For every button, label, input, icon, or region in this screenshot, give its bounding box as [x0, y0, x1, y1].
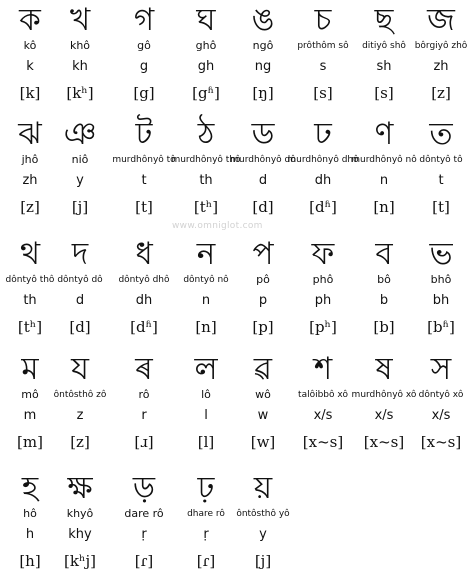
letter-cell — [176, 2, 236, 106]
letter-glyph: শ — [313, 351, 333, 387]
letter-transliteration: d — [258, 173, 268, 188]
letter-glyph: দ — [71, 236, 89, 272]
letter-name: ngô — [252, 39, 274, 52]
letter-cell — [50, 351, 110, 455]
letter-transliteration: dh — [314, 173, 332, 188]
letter-glyph: ড — [251, 116, 275, 152]
letter-cell — [351, 351, 417, 455]
letter-cell — [354, 236, 414, 340]
letter-cell — [114, 2, 174, 106]
letter-transliteration: ṛ — [141, 527, 147, 542]
letter-cell — [50, 236, 110, 340]
letter-name: pô — [256, 273, 270, 286]
letter-transliteration: y — [259, 527, 267, 542]
letter-cell — [411, 2, 471, 106]
letter-glyph: ধ — [135, 236, 153, 272]
letter-cell — [287, 116, 359, 220]
letter-cell — [171, 116, 241, 220]
letter-glyph: জ — [427, 2, 455, 38]
letter-transliteration: b — [379, 293, 389, 308]
letter-cell — [354, 2, 414, 106]
letter-transliteration: n — [379, 173, 389, 188]
letter-glyph: ক্ষ — [67, 470, 93, 506]
letter-name: bhô — [430, 273, 452, 286]
letter-name: lô — [201, 388, 211, 401]
letter-ipa: [dʱ] — [309, 198, 337, 216]
letter-transliteration: h — [25, 527, 35, 542]
letter-ipa: [j] — [71, 198, 89, 216]
letter-transliteration: th — [199, 173, 213, 188]
letter-transliteration: x/s — [374, 408, 394, 423]
letter-glyph: ঢ় — [197, 470, 215, 506]
letter-glyph: ঢ — [314, 116, 332, 152]
letter-ipa: [j] — [254, 552, 272, 570]
letter-ipa: [z] — [20, 198, 40, 216]
letter-cell — [114, 470, 174, 574]
letter-ipa: [g] — [133, 84, 155, 102]
letter-glyph: গ — [133, 2, 155, 38]
letter-cell — [293, 351, 353, 455]
letter-transliteration: d — [75, 293, 85, 308]
letter-transliteration: z — [76, 408, 84, 423]
letter-glyph: ষ — [375, 351, 393, 387]
letter-ipa: [l] — [197, 433, 215, 451]
letter-cell — [50, 2, 110, 106]
letter-transliteration: m — [23, 408, 37, 423]
letter-cell — [176, 351, 236, 455]
letter-glyph: ব — [375, 236, 393, 272]
letter-name: khyô — [66, 507, 94, 520]
letter-name: jhô — [21, 153, 39, 166]
letter-transliteration: n — [201, 293, 211, 308]
letter-transliteration: y — [76, 173, 84, 188]
letter-name: dare rô — [124, 507, 164, 520]
letter-name: niô — [71, 153, 89, 166]
letter-glyph: প — [252, 236, 274, 272]
letter-glyph: চ — [314, 2, 332, 38]
letter-name: prôthôm sô — [297, 41, 349, 51]
letter-transliteration: w — [257, 408, 269, 423]
letter-cell — [293, 236, 353, 340]
watermark: www.omniglot.com — [172, 221, 263, 231]
letter-name: dôntyô xô — [418, 390, 464, 400]
letter-glyph: ত — [429, 116, 453, 152]
letter-cell — [233, 470, 293, 574]
letter-ipa: [d] — [69, 318, 91, 336]
letter-ipa: [t] — [432, 198, 450, 216]
letter-transliteration: t — [438, 173, 444, 188]
letter-transliteration: zh — [433, 59, 449, 74]
letter-name: dôntyô tô — [419, 155, 463, 165]
letter-glyph: ঝ — [18, 116, 42, 152]
letter-ipa: [z] — [431, 84, 451, 102]
letter-ipa: [k] — [19, 84, 41, 102]
letter-glyph: স — [430, 351, 452, 387]
letter-transliteration: kh — [72, 59, 88, 74]
letter-name: gô — [137, 39, 151, 52]
letter-ipa: [p] — [252, 318, 274, 336]
letter-name: murdhônyô nô — [351, 155, 417, 165]
letter-name: bô — [377, 273, 391, 286]
letter-glyph: ছ — [374, 2, 394, 38]
letter-ipa: [dʱ] — [130, 318, 158, 336]
letter-ipa: [tʰ] — [193, 198, 219, 216]
letter-name: mô — [21, 388, 39, 401]
letter-ipa: [bʱ] — [427, 318, 455, 336]
letter-ipa: [b] — [373, 318, 395, 336]
letter-name: hô — [23, 507, 37, 520]
letter-ipa: [w] — [250, 433, 276, 451]
letter-name: ôntôsthô yô — [236, 509, 290, 519]
letter-transliteration: ph — [314, 293, 332, 308]
letter-transliteration: s — [319, 59, 327, 74]
letter-ipa: [kʰj] — [64, 552, 96, 570]
letter-name: murdhônyô tô — [112, 155, 176, 165]
letter-name: ditiyô shô — [362, 41, 406, 51]
letter-glyph: ৰ — [135, 351, 153, 387]
letter-glyph: ল — [194, 351, 218, 387]
letter-glyph: ম — [21, 351, 39, 387]
letter-transliteration: th — [23, 293, 37, 308]
letter-cell — [233, 2, 293, 106]
letter-ipa: [pʰ] — [309, 318, 337, 336]
letter-name: rô — [138, 388, 150, 401]
letter-transliteration: sh — [376, 59, 392, 74]
letter-transliteration: x/s — [431, 408, 451, 423]
letter-transliteration: dh — [135, 293, 153, 308]
letter-ipa: [n] — [195, 318, 217, 336]
letter-cell — [50, 116, 110, 220]
letter-ipa: [t] — [135, 198, 153, 216]
letter-glyph: ঘ — [196, 2, 216, 38]
letter-ipa: [tʰ] — [17, 318, 43, 336]
letter-glyph: খ — [69, 2, 91, 38]
letter-name: murdhônyô dô — [230, 155, 296, 165]
letter-name: dôntyô thô — [5, 275, 55, 285]
letter-glyph: য — [71, 351, 89, 387]
letter-transliteration: gh — [197, 59, 215, 74]
letter-ipa: [x~s] — [302, 433, 344, 451]
letter-ipa: [s] — [374, 84, 394, 102]
letter-ipa: [z] — [70, 433, 90, 451]
letter-glyph: হ — [21, 470, 39, 506]
letter-transliteration: ng — [254, 59, 272, 74]
letter-ipa: [h] — [19, 552, 41, 570]
letter-cell — [411, 351, 471, 455]
letter-name: talôibbô xô — [298, 390, 348, 400]
letter-transliteration: bh — [432, 293, 450, 308]
letter-cell — [233, 351, 293, 455]
letter-name: murdhônyô dhô — [287, 155, 359, 165]
letter-cell — [176, 236, 236, 340]
letter-ipa: [kʰ] — [66, 84, 94, 102]
letter-glyph: থ — [19, 236, 41, 272]
letter-transliteration: r — [141, 408, 147, 423]
letter-name: dhare rô — [187, 509, 225, 519]
letter-cell — [114, 116, 174, 220]
letter-cell — [293, 2, 353, 106]
letter-ipa: [ŋ] — [252, 84, 274, 102]
letter-cell — [233, 236, 293, 340]
letter-ipa: [ɾ] — [134, 552, 154, 570]
letter-transliteration: zh — [22, 173, 38, 188]
letter-transliteration: x/s — [313, 408, 333, 423]
letter-glyph: ক — [19, 2, 41, 38]
letter-ipa: [x~s] — [363, 433, 405, 451]
letter-glyph: ভ — [429, 236, 453, 272]
letter-ipa: [ɾ] — [196, 552, 216, 570]
letter-name: dôntyô dô — [57, 275, 103, 285]
letter-name: wô — [255, 388, 271, 401]
letter-transliteration: p — [258, 293, 268, 308]
letter-cell — [230, 116, 296, 220]
letter-name: murdhônyô xô — [351, 390, 417, 400]
letter-name: ghô — [195, 39, 217, 52]
letter-name: ôntôsthô zô — [53, 390, 107, 400]
letter-cell — [411, 236, 471, 340]
letter-name: khô — [69, 39, 91, 52]
letter-ipa: [x~s] — [420, 433, 462, 451]
letter-transliteration: t — [141, 173, 147, 188]
letter-cell — [176, 470, 236, 574]
letter-glyph: ৱ — [253, 351, 273, 387]
letter-glyph: ট — [135, 116, 153, 152]
letter-ipa: [d] — [252, 198, 274, 216]
letter-transliteration: k — [26, 59, 34, 74]
letter-transliteration: khy — [68, 527, 92, 542]
letter-cell — [114, 351, 174, 455]
letter-cell — [351, 116, 417, 220]
letter-glyph: ঞ — [63, 116, 97, 152]
letter-cell — [114, 236, 174, 340]
letter-ipa: [ɹ] — [134, 433, 154, 451]
letter-glyph: ঙ — [251, 2, 275, 38]
letter-cell — [50, 470, 110, 574]
letter-ipa: [gʱ] — [192, 84, 220, 102]
letter-name: phô — [312, 273, 334, 286]
letter-cell — [411, 116, 471, 220]
letter-name: dôntyô dhô — [118, 275, 170, 285]
letter-glyph: ঠ — [197, 116, 215, 152]
letter-glyph: ণ — [374, 116, 394, 152]
letter-ipa: [m] — [17, 433, 43, 451]
letter-transliteration: ṛ — [203, 527, 209, 542]
letter-name: murdhônyô thô — [171, 155, 241, 165]
letter-ipa: [n] — [373, 198, 395, 216]
letter-glyph: য় — [253, 470, 273, 506]
letter-glyph: ড় — [132, 470, 156, 506]
letter-glyph: ফ — [311, 236, 335, 272]
letter-transliteration: g — [139, 59, 149, 74]
letter-ipa: [s] — [313, 84, 333, 102]
letter-name: kô — [23, 39, 37, 52]
letter-glyph: ন — [196, 236, 216, 272]
letter-name: bôrgiyô zhô — [414, 41, 468, 51]
letter-transliteration: l — [204, 408, 208, 423]
letter-name: dôntyô nô — [183, 275, 229, 285]
